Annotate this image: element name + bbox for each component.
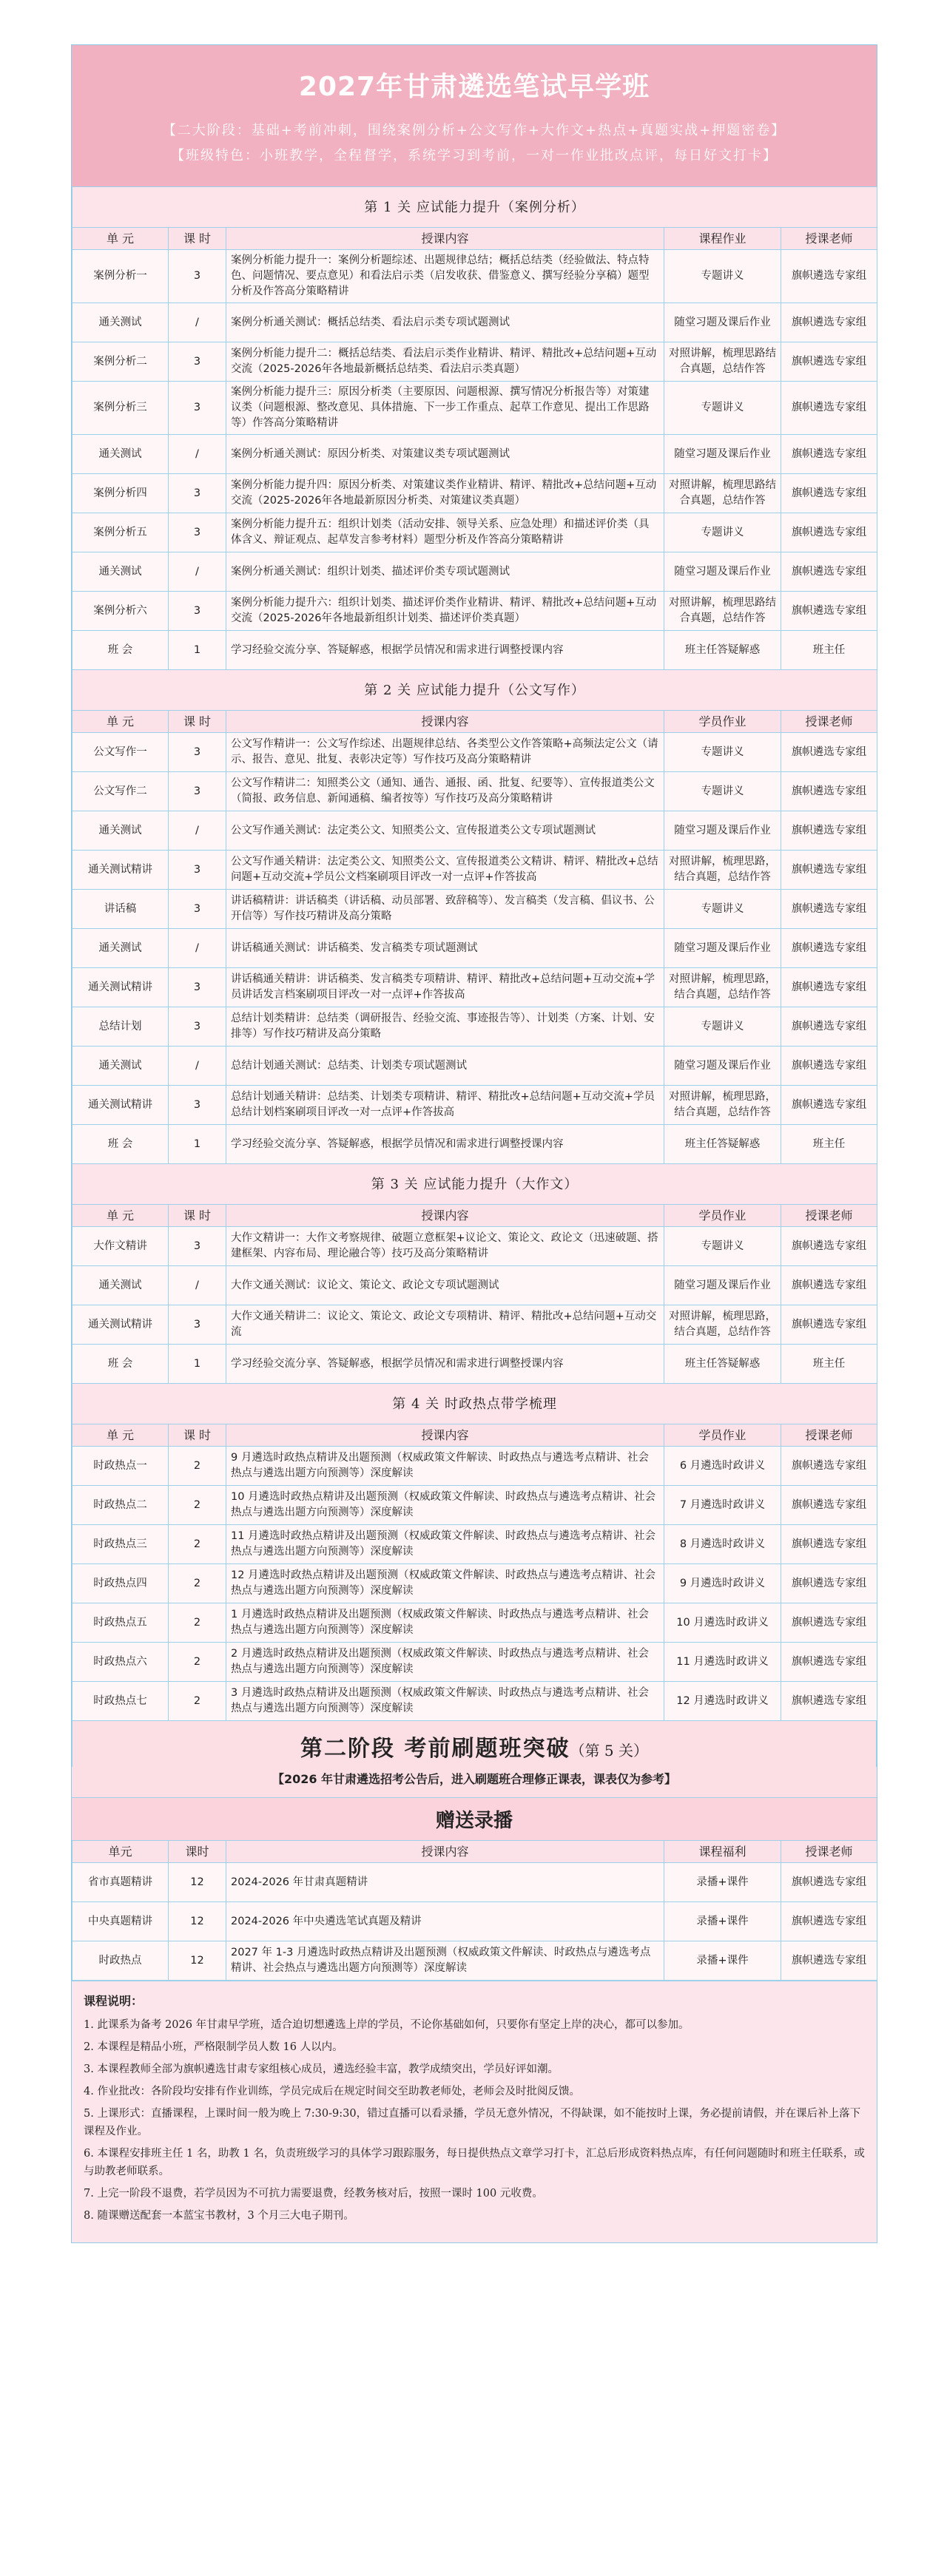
header-row xyxy=(73,1205,877,1227)
hours-cell: 3 xyxy=(169,851,226,890)
content-cell: 讲话稿通关精讲：讲话稿类、发言稿类专项精讲、精评、精批改+总结问题+互动交流+学员讲话发言档案刷项目评改一对一点评+作答拔高 xyxy=(226,968,664,1007)
table-row xyxy=(73,1682,877,1721)
content-cell: 讲话稿通关测试：讲话稿类、发言稿类专项试题测试 xyxy=(226,929,664,968)
homework-cell: 录播+课件 xyxy=(664,1863,781,1902)
unit-cell: 省市真题精讲 xyxy=(73,1863,169,1902)
teacher-cell: 旗帜遴选专家组 xyxy=(781,1902,877,1941)
content-cell: 3 月遴选时政热点精讲及出题预测（权威政策文件解读、时政热点与遴选考点精讲、社会热点与遴选出题方向预测等）深度解读 xyxy=(226,1682,664,1721)
unit-cell: 案例分析一 xyxy=(73,250,169,303)
unit-cell: 时政热点 xyxy=(73,1941,169,1981)
column-header: 课 时 xyxy=(169,1205,226,1227)
unit-cell: 班 会 xyxy=(73,631,169,670)
unit-cell: 通关测试 xyxy=(73,1047,169,1086)
hours-cell: / xyxy=(169,1266,226,1305)
hours-cell: 2 xyxy=(169,1643,226,1682)
unit-cell: 通关测试精讲 xyxy=(73,1305,169,1345)
column-header: 课程福利 xyxy=(664,1841,781,1863)
table-row xyxy=(73,342,877,382)
content-cell: 总结计划通关精讲：总结类、计划类专项精讲、精评、精批改+总结问题+互动交流+学员总结计划档案刷项目评改一对一点评+作答拔高 xyxy=(226,1086,664,1125)
note-item: 6. 本课程安排班主任 1 名，助教 1 名，负责班级学习的具体学习跟踪服务，每日提供热点文章学习打卡，汇总后形成资料热点库，有任何问题随时和班主任联系，或与助教老师联系。 xyxy=(84,2148,865,2177)
column-header: 单 元 xyxy=(73,1205,169,1227)
unit-cell: 班 会 xyxy=(73,1345,169,1384)
section-title: 第 4 关 时政热点带学梳理 xyxy=(73,1384,877,1424)
table-row xyxy=(73,733,877,772)
hero-line-stages: 【二大阶段：基础+考前冲刺，围绕案例分析+公文写作+大作文+热点+真题实战+押题密卷】 xyxy=(162,123,786,138)
stage-two-heading xyxy=(72,1721,877,1767)
teacher-cell: 旗帜遴选专家组 xyxy=(781,772,877,811)
table-row xyxy=(73,513,877,552)
teacher-cell: 班主任 xyxy=(781,631,877,670)
table-row xyxy=(73,1266,877,1305)
content-cell: 学习经验交流分享、答疑解惑，根据学员情况和需求进行调整授课内容 xyxy=(226,1125,664,1164)
column-header: 课 时 xyxy=(169,711,226,733)
teacher-cell: 旗帜遴选专家组 xyxy=(781,382,877,435)
teacher-cell: 旗帜遴选专家组 xyxy=(781,1305,877,1345)
content-cell: 2024-2026 年甘肃真题精讲 xyxy=(226,1863,664,1902)
unit-cell: 时政热点六 xyxy=(73,1643,169,1682)
column-header: 单 元 xyxy=(73,228,169,250)
section-title: 第 2 关 应试能力提升（公文写作） xyxy=(73,670,877,711)
unit-cell: 讲话稿 xyxy=(73,890,169,929)
hours-cell: 3 xyxy=(169,1007,226,1047)
hours-cell: 1 xyxy=(169,1345,226,1384)
table-row xyxy=(73,1525,877,1564)
table-row xyxy=(73,772,877,811)
content-cell: 学习经验交流分享、答疑解惑，根据学员情况和需求进行调整授课内容 xyxy=(226,631,664,670)
homework-cell: 随堂习题及课后作业 xyxy=(664,811,781,851)
homework-cell: 专题讲义 xyxy=(664,733,781,772)
teacher-cell: 旗帜遴选专家组 xyxy=(781,1007,877,1047)
hours-cell: / xyxy=(169,552,226,592)
section-title: 第 3 关 应试能力提升（大作文） xyxy=(73,1164,877,1205)
homework-cell: 随堂习题及课后作业 xyxy=(664,435,781,474)
content-cell: 11 月遴选时政热点精讲及出题预测（权威政策文件解读、时政热点与遴选考点精讲、社会热点与遴选出题方向预测等）深度解读 xyxy=(226,1525,664,1564)
homework-cell: 7 月遴选时政讲义 xyxy=(664,1486,781,1525)
content-cell: 公文写作通关精讲：法定类公文、知照类公文、宣传报道类公文精讲、精评、精批改+总结问题+互动交流+学员公文档案刷项目评改一对一点评+作答拔高 xyxy=(226,851,664,890)
column-header: 课程作业 xyxy=(664,228,781,250)
homework-cell: 专题讲义 xyxy=(664,382,781,435)
hours-cell: 3 xyxy=(169,968,226,1007)
teacher-cell: 旗帜遴选专家组 xyxy=(781,1086,877,1125)
hours-cell: 2 xyxy=(169,1486,226,1525)
unit-cell: 通关测试精讲 xyxy=(73,1086,169,1125)
table-row xyxy=(73,631,877,670)
table-row xyxy=(73,1227,877,1266)
homework-cell: 专题讲义 xyxy=(664,250,781,303)
table-row xyxy=(73,811,877,851)
table-row xyxy=(73,474,877,513)
table-row xyxy=(73,1603,877,1643)
teacher-cell: 班主任 xyxy=(781,1125,877,1164)
gift-table xyxy=(72,1840,877,1981)
content-cell: 案例分析能力提升六：组织计划类、描述评价类作业精讲、精评、精批改+总结问题+互动交流（2025-2026年各地最新组织计划类、描述评价类真题） xyxy=(226,592,664,631)
hours-cell: 3 xyxy=(169,733,226,772)
stage-two-note: 【2026 年甘肃遴选招考公告后，进入刷题班合理修正课表，课表仅为参考】 xyxy=(72,1767,877,1797)
homework-cell: 对照讲解，梳理思路，结合真题，总结作答 xyxy=(664,1305,781,1345)
content-cell: 大作文通关精讲二：议论文、策论文、政论文专项精讲、精评、精批改+总结问题+互动交流 xyxy=(226,1305,664,1345)
content-cell: 案例分析通关测试：组织计划类、描述评价类专项试题测试 xyxy=(226,552,664,592)
content-cell: 大作文精讲一：大作文考察规律、破题立意框架+议论文、策论文、政论文（迅速破题、搭建框架、内容布局、理论融合等）技巧及高分策略精讲 xyxy=(226,1227,664,1266)
teacher-cell: 旗帜遴选专家组 xyxy=(781,1863,877,1902)
homework-cell: 随堂习题及课后作业 xyxy=(664,303,781,342)
unit-cell: 时政热点三 xyxy=(73,1525,169,1564)
stage-two-sub: （第 5 关） xyxy=(570,1742,648,1759)
column-header: 授课老师 xyxy=(781,228,877,250)
hours-cell: 1 xyxy=(169,1125,226,1164)
page-title: 2027年甘肃遴选笔试早学班 xyxy=(298,72,650,102)
unit-cell: 通关测试精讲 xyxy=(73,968,169,1007)
content-cell: 大作文通关测试：议论文、策论文、政论文专项试题测试 xyxy=(226,1266,664,1305)
teacher-cell: 旗帜遴选专家组 xyxy=(781,1486,877,1525)
content-cell: 讲话稿精讲：讲话稿类（讲话稿、动员部署、致辞稿等）、发言稿类（发言稿、倡议书、公开信等）写作技巧精讲及高分策略 xyxy=(226,890,664,929)
content-cell: 案例分析能力提升三：原因分析类（主要原因、问题根源、撰写情况分析报告等）对策建议类（问题根源、整改意见、具体措施、下一步工作重点、起草工作意见、提出工作思路等）作答高分策略精讲 xyxy=(226,382,664,435)
column-header: 授课老师 xyxy=(781,1205,877,1227)
homework-cell: 专题讲义 xyxy=(664,1227,781,1266)
teacher-cell: 旗帜遴选专家组 xyxy=(781,929,877,968)
homework-cell: 专题讲义 xyxy=(664,772,781,811)
unit-cell: 通关测试 xyxy=(73,303,169,342)
unit-cell: 总结计划 xyxy=(73,1007,169,1047)
homework-cell: 对照讲解，梳理思路，结合真题，总结作答 xyxy=(664,968,781,1007)
teacher-cell: 旗帜遴选专家组 xyxy=(781,1603,877,1643)
hours-cell: 2 xyxy=(169,1564,226,1603)
content-cell: 2024-2026 年中央遴选笔试真题及精讲 xyxy=(226,1902,664,1941)
hours-cell: 3 xyxy=(169,250,226,303)
homework-cell: 专题讲义 xyxy=(664,1007,781,1047)
header-row xyxy=(73,1841,877,1863)
note-item: 7. 上完一阶段不退费，若学员因为不可抗力需要退费，经教务核对后，按照一课时 100 元收费。 xyxy=(84,2188,543,2200)
unit-cell: 公文写作一 xyxy=(73,733,169,772)
content-cell: 10 月遴选时政热点精讲及出题预测（权威政策文件解读、时政热点与遴选考点精讲、社会热点与遴选出题方向预测等）深度解读 xyxy=(226,1486,664,1525)
table-row xyxy=(73,1941,877,1981)
note-item: 2. 本课程是精品小班，严格限制学员人数 16 人以内。 xyxy=(84,2041,343,2053)
table-row xyxy=(73,303,877,342)
table-row xyxy=(73,1643,877,1682)
content-cell: 案例分析能力提升一：案例分析题综述、出题规律总结；概括总结类（经验做法、特点特色、问题情况、要点意见）和看法启示类（启发收获、借鉴意义、撰写经验分享稿）题型分析及作答高分策略精讲 xyxy=(226,250,664,303)
hours-cell: 12 xyxy=(169,1941,226,1981)
content-cell: 公文写作通关测试：法定类公文、知照类公文、宣传报道类公文专项试题测试 xyxy=(226,811,664,851)
header-row xyxy=(73,228,877,250)
hours-cell: 2 xyxy=(169,1603,226,1643)
unit-cell: 案例分析四 xyxy=(73,474,169,513)
content-cell: 总结计划类精讲：总结类（调研报告、经验交流、事迹报告等）、计划类（方案、计划、安排等）写作技巧精讲及高分策略 xyxy=(226,1007,664,1047)
homework-cell: 对照讲解，梳理思路结合真题，总结作答 xyxy=(664,474,781,513)
content-cell: 2 月遴选时政热点精讲及出题预测（权威政策文件解读、时政热点与遴选考点精讲、社会热点与遴选出题方向预测等）深度解读 xyxy=(226,1643,664,1682)
homework-cell: 随堂习题及课后作业 xyxy=(664,552,781,592)
table-row xyxy=(73,1007,877,1047)
table-row xyxy=(73,1345,877,1384)
unit-cell: 通关测试 xyxy=(73,811,169,851)
section-title-row xyxy=(73,1164,877,1205)
unit-cell: 时政热点四 xyxy=(73,1564,169,1603)
teacher-cell: 旗帜遴选专家组 xyxy=(781,435,877,474)
column-header: 授课内容 xyxy=(226,1841,664,1863)
column-header: 授课内容 xyxy=(226,1205,664,1227)
unit-cell: 时政热点一 xyxy=(73,1447,169,1486)
hours-cell: 12 xyxy=(169,1863,226,1902)
table-row xyxy=(73,552,877,592)
teacher-cell: 旗帜遴选专家组 xyxy=(781,1047,877,1086)
note-item: 5. 上课形式：直播课程，上课时间一般为晚上 7:30-9:30，错过直播可以看录播，学员无意外情况，不得缺课，如不能按时上课，务必提前请假，并在课后补上落下课程及作业。 xyxy=(84,2108,861,2137)
column-header: 授课内容 xyxy=(226,711,664,733)
header-row xyxy=(73,1424,877,1447)
column-header: 学员作业 xyxy=(664,711,781,733)
teacher-cell: 旗帜遴选专家组 xyxy=(781,474,877,513)
hours-cell: 3 xyxy=(169,1227,226,1266)
homework-cell: 12 月遴选时政讲义 xyxy=(664,1682,781,1721)
column-header: 课 时 xyxy=(169,1424,226,1447)
unit-cell: 案例分析五 xyxy=(73,513,169,552)
content-cell: 案例分析能力提升四：原因分析类、对策建议类作业精讲、精评、精批改+总结问题+互动交流（2025-2026年各地最新原因分析类、对策建议类真题） xyxy=(226,474,664,513)
table-row xyxy=(73,1564,877,1603)
unit-cell: 通关测试 xyxy=(73,435,169,474)
teacher-cell: 旗帜遴选专家组 xyxy=(781,968,877,1007)
homework-cell: 班主任答疑解惑 xyxy=(664,1125,781,1164)
teacher-cell: 旗帜遴选专家组 xyxy=(781,1682,877,1721)
notes-list xyxy=(84,2016,865,2225)
hours-cell: 12 xyxy=(169,1902,226,1941)
homework-cell: 随堂习题及课后作业 xyxy=(664,1266,781,1305)
table-row xyxy=(73,890,877,929)
unit-cell: 通关测试 xyxy=(73,1266,169,1305)
teacher-cell: 旗帜遴选专家组 xyxy=(781,513,877,552)
hours-cell: 3 xyxy=(169,342,226,382)
homework-cell: 对照讲解，梳理思路结合真题，总结作答 xyxy=(664,342,781,382)
content-cell: 12 月遴选时政热点精讲及出题预测（权威政策文件解读、时政热点与遴选考点精讲、社会热点与遴选出题方向预测等）深度解读 xyxy=(226,1564,664,1603)
unit-cell: 时政热点五 xyxy=(73,1603,169,1643)
note-item: 1. 此课系为备考 2026 年甘肃早学班，适合迫切想遴选上岸的学员，不论你基础如何，只要你有坚定上岸的决心，都可以参加。 xyxy=(84,2019,690,2031)
hours-cell: 3 xyxy=(169,513,226,552)
homework-cell: 录播+课件 xyxy=(664,1941,781,1981)
column-header: 学员作业 xyxy=(664,1424,781,1447)
table-row xyxy=(73,1305,877,1345)
homework-cell: 10 月遴选时政讲义 xyxy=(664,1603,781,1643)
table-row xyxy=(73,250,877,303)
homework-cell: 6 月遴选时政讲义 xyxy=(664,1447,781,1486)
homework-cell: 专题讲义 xyxy=(664,890,781,929)
content-cell: 2027 年 1-3 月遴选时政热点精讲及出题预测（权威政策文件解读、时政热点与遴选考点精讲、社会热点与遴选出题方向预测等）深度解读 xyxy=(226,1941,664,1981)
unit-cell: 中央真题精讲 xyxy=(73,1902,169,1941)
column-header: 单 元 xyxy=(73,711,169,733)
unit-cell: 时政热点二 xyxy=(73,1486,169,1525)
content-cell: 学习经验交流分享、答疑解惑，根据学员情况和需求进行调整授课内容 xyxy=(226,1345,664,1384)
homework-cell: 班主任答疑解惑 xyxy=(664,631,781,670)
table-row xyxy=(73,382,877,435)
hero-banner xyxy=(72,45,877,186)
table-row xyxy=(73,1047,877,1086)
teacher-cell: 班主任 xyxy=(781,1345,877,1384)
column-header: 授课内容 xyxy=(226,1424,664,1447)
homework-cell: 班主任答疑解惑 xyxy=(664,1345,781,1384)
table-row xyxy=(73,1863,877,1902)
hours-cell: / xyxy=(169,811,226,851)
homework-cell: 8 月遴选时政讲义 xyxy=(664,1525,781,1564)
column-header: 单 元 xyxy=(73,1424,169,1447)
homework-cell: 对照讲解，梳理思路，结合真题，总结作答 xyxy=(664,851,781,890)
table-row xyxy=(73,592,877,631)
hours-cell: 3 xyxy=(169,1086,226,1125)
unit-cell: 案例分析二 xyxy=(73,342,169,382)
teacher-cell: 旗帜遴选专家组 xyxy=(781,1447,877,1486)
hours-cell: / xyxy=(169,303,226,342)
unit-cell: 通关测试 xyxy=(73,552,169,592)
teacher-cell: 旗帜遴选专家组 xyxy=(781,811,877,851)
column-header: 单元 xyxy=(73,1841,169,1863)
teacher-cell: 旗帜遴选专家组 xyxy=(781,1525,877,1564)
notes-title: 课程说明： xyxy=(84,1994,144,2008)
teacher-cell: 旗帜遴选专家组 xyxy=(781,851,877,890)
column-header: 课 时 xyxy=(169,228,226,250)
teacher-cell: 旗帜遴选专家组 xyxy=(781,733,877,772)
table-row xyxy=(73,435,877,474)
teacher-cell: 旗帜遴选专家组 xyxy=(781,1266,877,1305)
section-title-row xyxy=(73,1384,877,1424)
unit-cell: 班 会 xyxy=(73,1125,169,1164)
hours-cell: / xyxy=(169,435,226,474)
column-header: 授课老师 xyxy=(781,711,877,733)
section-title-row xyxy=(73,670,877,711)
teacher-cell: 旗帜遴选专家组 xyxy=(781,1643,877,1682)
content-cell: 1 月遴选时政热点精讲及出题预测（权威政策文件解读、时政热点与遴选考点精讲、社会热点与遴选出题方向预测等）深度解读 xyxy=(226,1603,664,1643)
content-cell: 总结计划通关测试：总结类、计划类专项试题测试 xyxy=(226,1047,664,1086)
header-row xyxy=(73,711,877,733)
hours-cell: / xyxy=(169,929,226,968)
course-sheet xyxy=(71,44,877,2243)
unit-cell: 案例分析六 xyxy=(73,592,169,631)
unit-cell: 公文写作二 xyxy=(73,772,169,811)
column-header: 学员作业 xyxy=(664,1205,781,1227)
homework-cell: 对照讲解，梳理思路结合真题，总结作答 xyxy=(664,592,781,631)
schedule-table xyxy=(72,186,877,1721)
table-row xyxy=(73,1125,877,1164)
content-cell: 案例分析能力提升五：组织计划类（活动安排、领导关系、应急处理）和描述评价类（具体含义、辩证观点、起草发言参考材料）题型分析及作答高分策略精讲 xyxy=(226,513,664,552)
hours-cell: 3 xyxy=(169,772,226,811)
teacher-cell: 旗帜遴选专家组 xyxy=(781,592,877,631)
stage-two-title: 第二阶段 考前刷题班突破 xyxy=(300,1736,570,1762)
table-row xyxy=(73,1447,877,1486)
teacher-cell: 旗帜遴选专家组 xyxy=(781,552,877,592)
teacher-cell: 旗帜遴选专家组 xyxy=(781,303,877,342)
content-cell: 公文写作精讲二：知照类公文（通知、通告、通报、函、批复、纪要等）、宣传报道类公文（简报、政务信息、新闻通稿、编者按等）写作技巧及高分策略精讲 xyxy=(226,772,664,811)
table-row xyxy=(73,1486,877,1525)
teacher-cell: 旗帜遴选专家组 xyxy=(781,342,877,382)
hours-cell: 2 xyxy=(169,1447,226,1486)
gift-title: 赠送录播 xyxy=(72,1797,877,1840)
homework-cell: 随堂习题及课后作业 xyxy=(664,1047,781,1086)
hours-cell: 3 xyxy=(169,382,226,435)
table-row xyxy=(73,1086,877,1125)
homework-cell: 9 月遴选时政讲义 xyxy=(664,1564,781,1603)
teacher-cell: 旗帜遴选专家组 xyxy=(781,1227,877,1266)
teacher-cell: 旗帜遴选专家组 xyxy=(781,1941,877,1981)
column-header: 授课老师 xyxy=(781,1841,877,1863)
hours-cell: 2 xyxy=(169,1525,226,1564)
homework-cell: 11 月遴选时政讲义 xyxy=(664,1643,781,1682)
homework-cell: 随堂习题及课后作业 xyxy=(664,929,781,968)
content-cell: 9 月遴选时政热点精讲及出题预测（权威政策文件解读、时政热点与遴选考点精讲、社会热点与遴选出题方向预测等）深度解读 xyxy=(226,1447,664,1486)
teacher-cell: 旗帜遴选专家组 xyxy=(781,890,877,929)
content-cell: 案例分析通关测试：原因分析类、对策建议类专项试题测试 xyxy=(226,435,664,474)
unit-cell: 通关测试 xyxy=(73,929,169,968)
unit-cell: 案例分析三 xyxy=(73,382,169,435)
hours-cell: 1 xyxy=(169,631,226,670)
note-item: 4. 作业批改：各阶段均安排有作业训练，学员完成后在规定时间交至助教老师处，老师会及时批阅反馈。 xyxy=(84,2086,580,2097)
homework-cell: 对照讲解，梳理思路，结合真题，总结作答 xyxy=(664,1086,781,1125)
column-header: 授课老师 xyxy=(781,1424,877,1447)
hours-cell: 2 xyxy=(169,1682,226,1721)
section-title-row xyxy=(73,187,877,228)
content-cell: 公文写作精讲一：公文写作综述、出题规律总结、各类型公文作答策略+高频法定公文（请示、报告、意见、批复、表彰决定等）写作技巧及高分策略精讲 xyxy=(226,733,664,772)
table-row xyxy=(73,968,877,1007)
teacher-cell: 旗帜遴选专家组 xyxy=(781,1564,877,1603)
homework-cell: 专题讲义 xyxy=(664,513,781,552)
course-notes xyxy=(72,1981,877,2242)
column-header: 授课内容 xyxy=(226,228,664,250)
table-row xyxy=(73,1902,877,1941)
unit-cell: 时政热点七 xyxy=(73,1682,169,1721)
unit-cell: 通关测试精讲 xyxy=(73,851,169,890)
teacher-cell: 旗帜遴选专家组 xyxy=(781,250,877,303)
content-cell: 案例分析能力提升二：概括总结类、看法启示类作业精讲、精评、精批改+总结问题+互动交流（2025-2026年各地最新概括总结类、看法启示类真题） xyxy=(226,342,664,382)
section-title: 第 1 关 应试能力提升（案例分析） xyxy=(73,187,877,228)
table-row xyxy=(73,851,877,890)
homework-cell: 录播+课件 xyxy=(664,1902,781,1941)
unit-cell: 大作文精讲 xyxy=(73,1227,169,1266)
hours-cell: 3 xyxy=(169,474,226,513)
content-cell: 案例分析通关测试：概括总结类、看法启示类专项试题测试 xyxy=(226,303,664,342)
table-row xyxy=(73,929,877,968)
column-header: 课时 xyxy=(169,1841,226,1863)
hours-cell: 3 xyxy=(169,1305,226,1345)
hours-cell: / xyxy=(169,1047,226,1086)
hours-cell: 3 xyxy=(169,890,226,929)
hero-line-features: 【班级特色：小班教学，全程督学，系统学习到考前，一对一作业批改点评，每日好文打卡】 xyxy=(171,148,778,163)
hours-cell: 3 xyxy=(169,592,226,631)
note-item: 8. 随课赠送配套一本蓝宝书教材，3 个月三大电子期刊。 xyxy=(84,2210,354,2222)
note-item: 3. 本课程教师全部为旗帜遴选甘肃专家组核心成员，遴选经验丰富，教学成绩突出，学员好评如潮。 xyxy=(84,2063,559,2075)
